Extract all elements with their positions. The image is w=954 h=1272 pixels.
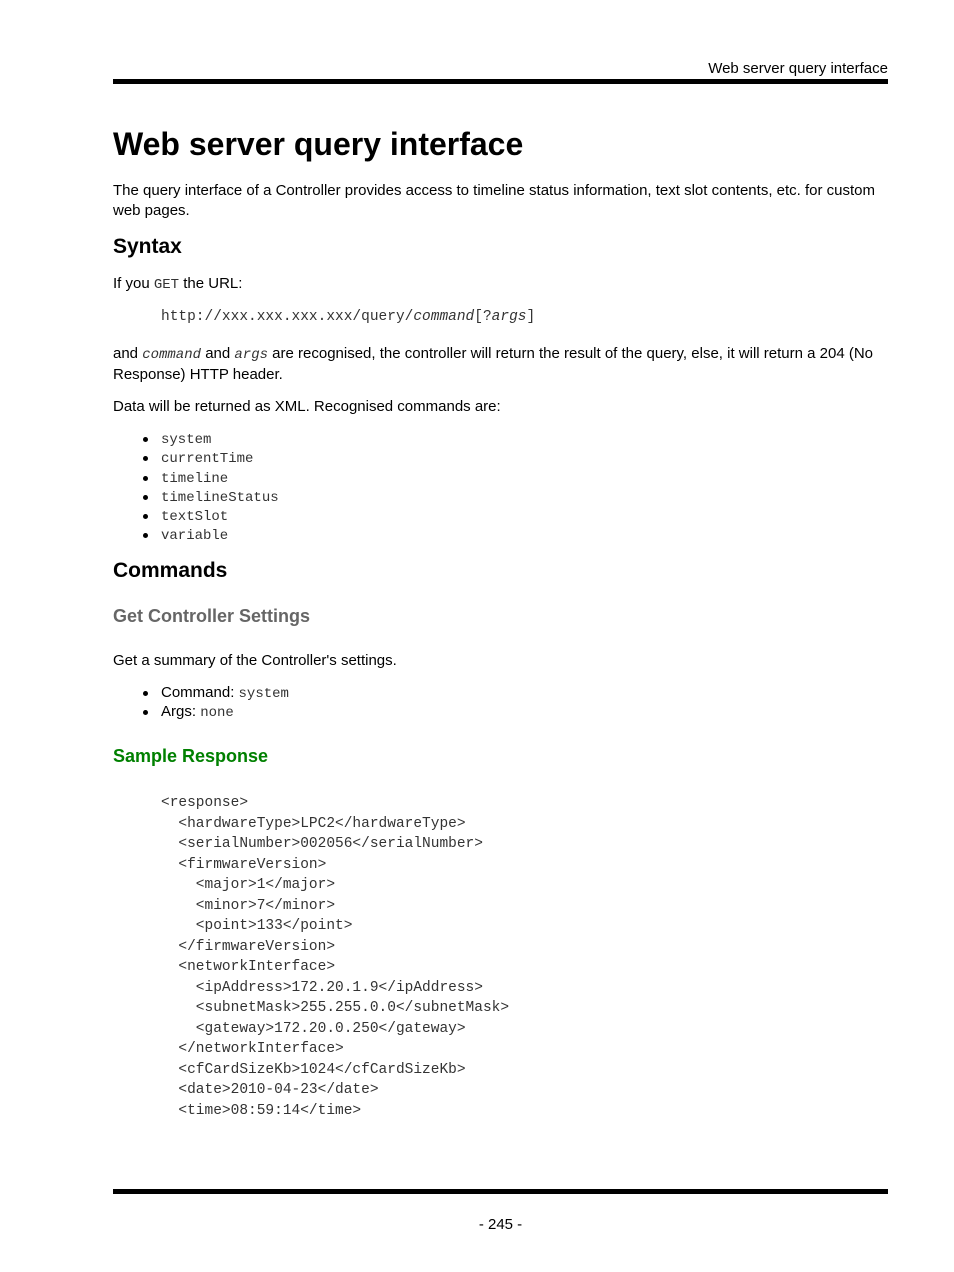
code-line: </networkInterface> xyxy=(161,1041,344,1057)
list-item xyxy=(113,487,279,506)
code-line: <minor>7</minor> xyxy=(161,897,336,914)
url-prefix: http://xxx.xxx.xxx.xxx/query/ xyxy=(161,309,414,325)
settings-details-list xyxy=(113,683,289,722)
list-item xyxy=(113,429,279,448)
commands-list xyxy=(113,429,279,545)
code-line: </firmwareVersion> xyxy=(161,938,336,955)
command-name: system xyxy=(161,432,212,448)
page-number: - 245 - xyxy=(478,1216,523,1233)
code-line: <cfCardSizeKb>1024</cfCardSizeKb> xyxy=(161,1061,466,1078)
list-item xyxy=(113,525,279,544)
code-line: <response> xyxy=(161,795,249,811)
command-name: variable xyxy=(161,528,229,545)
syntax-intro xyxy=(113,274,888,295)
command-value: system xyxy=(238,686,289,702)
command-label: Command: xyxy=(161,684,235,701)
code-line: <gateway>172.20.0.250</gateway> xyxy=(161,1020,466,1037)
code-line: <networkInterface> xyxy=(161,959,336,975)
code-line: <date>2010-04-23</date> xyxy=(161,1082,379,1098)
intro-paragraph: The query interface of a Controller provides access to timeline status information, text slot contents, etc. for custom web pages. xyxy=(113,182,876,219)
command-name: timelineStatus xyxy=(161,489,279,506)
commands-heading: Commands xyxy=(113,559,228,582)
get-settings-heading: Get Controller Settings xyxy=(113,606,311,626)
args-value: none xyxy=(200,705,234,722)
url-close: ] xyxy=(526,309,536,325)
list-item xyxy=(113,702,289,721)
sample-response-code xyxy=(161,793,509,1121)
args-word: args xyxy=(234,347,268,363)
and-text-2: and xyxy=(205,345,231,362)
code-line: <ipAddress>172.20.1.9</ipAddress> xyxy=(161,979,483,996)
url-command: command xyxy=(413,309,475,325)
code-line: <time>08:59:14</time> xyxy=(161,1102,362,1119)
data-returned-paragraph: Data will be returned as XML. Recognised commands are: xyxy=(113,398,501,415)
url-args: args xyxy=(491,309,527,325)
if-you-text: If you xyxy=(113,275,150,292)
code-line: <major>1</major> xyxy=(161,877,336,893)
command-name: textSlot xyxy=(161,509,229,526)
code-line: <subnetMask>255.255.0.0</subnetMask> xyxy=(161,1000,510,1016)
code-line: <point>133</point> xyxy=(161,918,353,934)
code-line: <serialNumber>002056</serialNumber> xyxy=(161,836,483,852)
list-item xyxy=(113,683,289,702)
list-item xyxy=(113,468,279,487)
code-line: <firmwareVersion> xyxy=(161,856,327,873)
page-title: Web server query interface xyxy=(113,126,524,162)
list-item xyxy=(113,506,279,525)
command-name: timeline xyxy=(161,470,229,487)
header-rule xyxy=(113,79,888,84)
recognised-text: are recognised, the controller will return the result of the query, else, it will return a 204 (No Response) HTTP header. xyxy=(113,345,874,383)
syntax-heading: Syntax xyxy=(113,235,182,258)
code-line: <hardwareType>LPC2</hardwareType> xyxy=(161,815,466,832)
args-label: Args: xyxy=(161,703,197,721)
settings-summary: Get a summary of the Controller's settings. xyxy=(113,652,397,669)
url-syntax xyxy=(161,309,535,325)
the-url-text: the URL: xyxy=(183,275,243,292)
and-text-1: and xyxy=(113,345,139,362)
list-item xyxy=(113,448,279,467)
url-open: [? xyxy=(474,309,492,325)
command-word: command xyxy=(142,347,202,363)
sample-response-heading: Sample Response xyxy=(113,746,269,766)
running-header: Web server query interface xyxy=(708,60,888,77)
footer-rule xyxy=(113,1189,888,1194)
get-keyword: GET xyxy=(153,277,180,293)
recognised-paragraph xyxy=(113,344,888,385)
command-name: currentTime xyxy=(161,451,254,468)
